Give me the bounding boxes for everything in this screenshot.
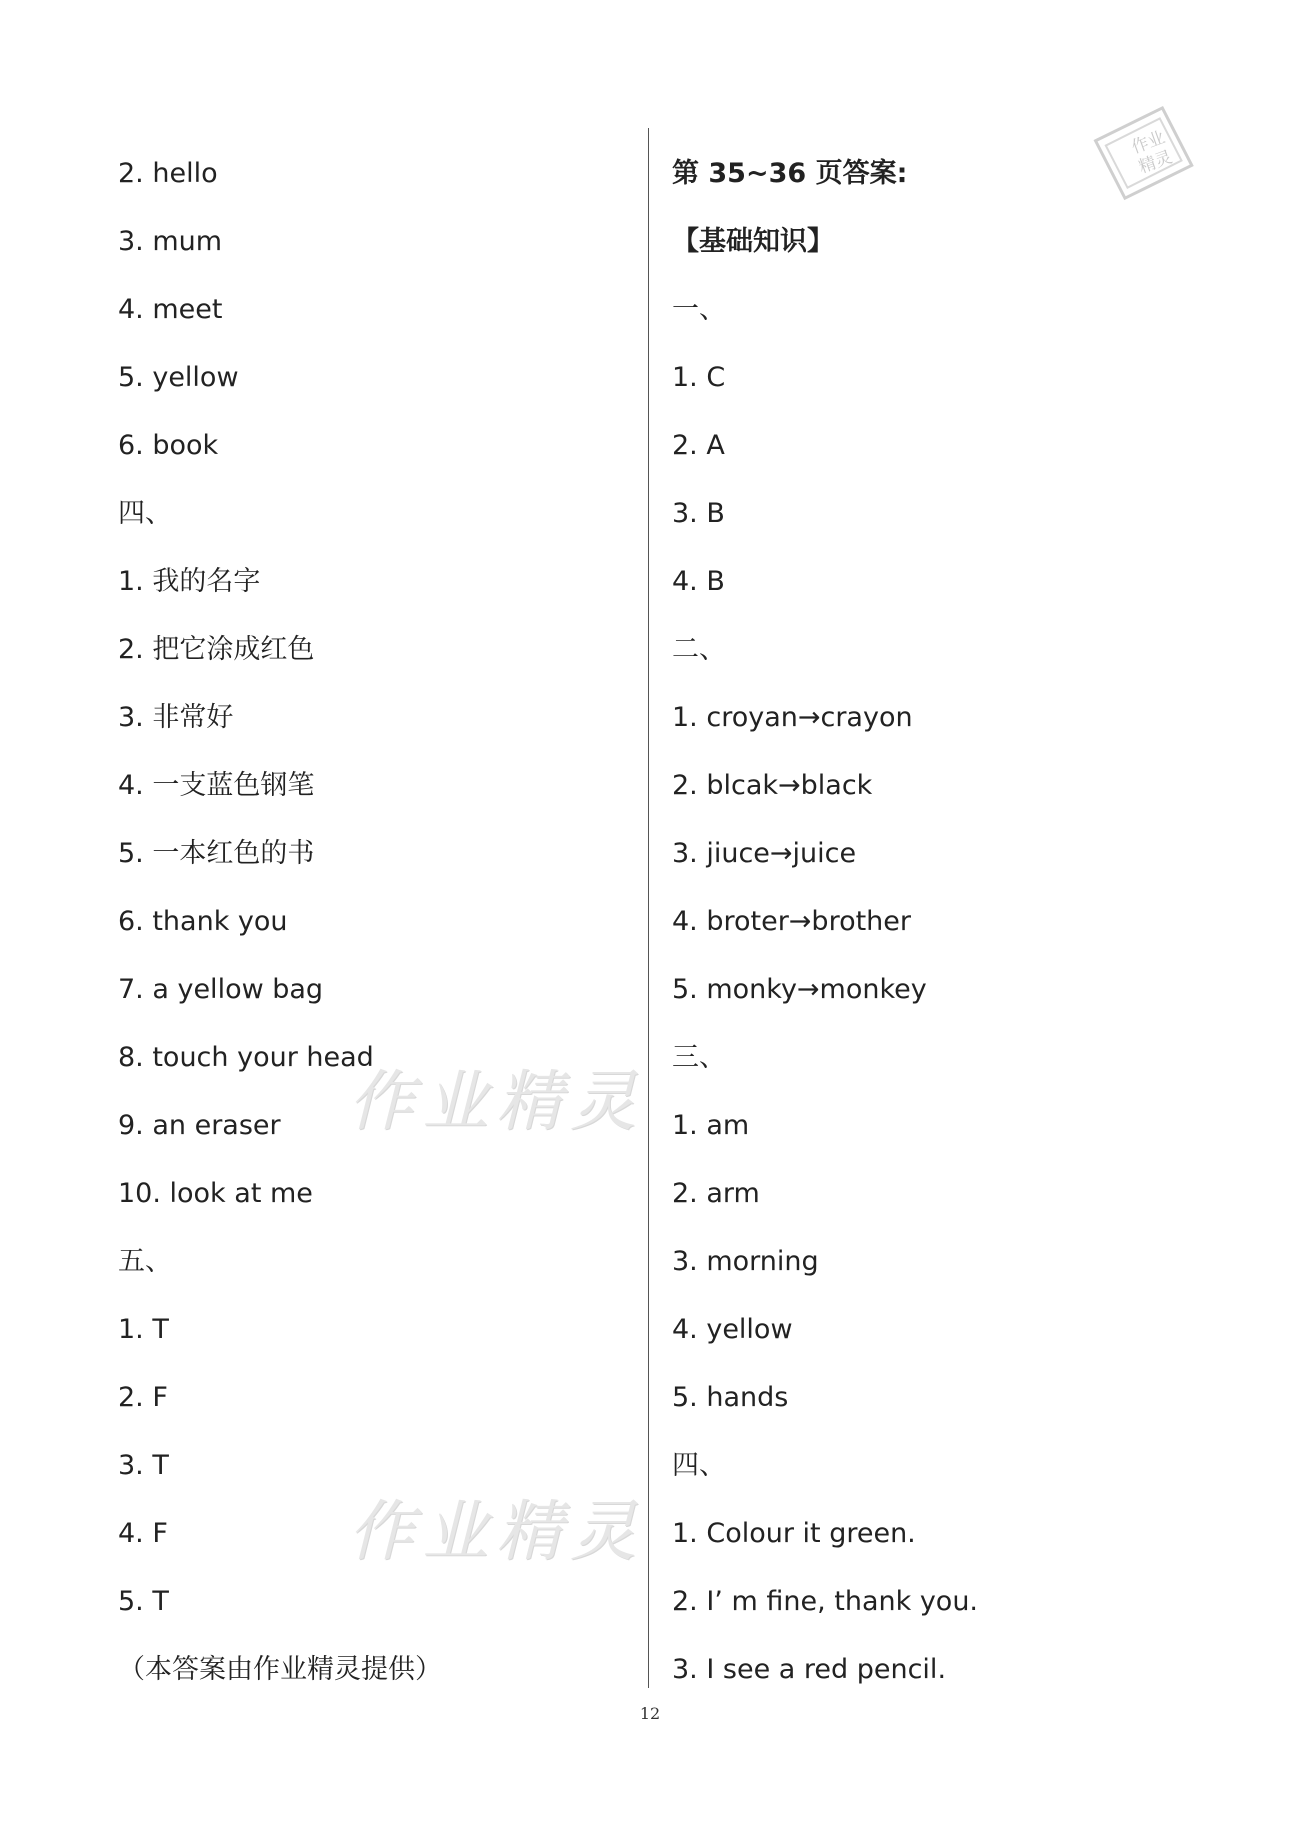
right-column [672, 140, 1192, 1704]
answer-line: 7. a yellow bag [118, 974, 324, 1005]
answer-line: 1. 我的名字 [118, 566, 261, 597]
answer-line: 5. T [118, 1586, 169, 1617]
answer-line: 5. 一本红色的书 [118, 838, 315, 869]
answer-line: 2. hello [118, 158, 218, 189]
answer-line: 3. jiuce→juice [672, 838, 857, 869]
answer-line: 6. book [118, 430, 219, 461]
stamp-text-1: 作业 [1129, 127, 1168, 159]
section-label: 五、 [118, 1246, 172, 1277]
answer-line: 3. T [118, 1450, 169, 1481]
answer-line: 4. broter→brother [672, 906, 912, 937]
answer-line: 3. mum [118, 226, 223, 257]
answer-line: 1. T [118, 1314, 169, 1345]
answer-line: 6. thank you [118, 906, 288, 937]
answer-line: 2. 把它涂成红色 [118, 634, 315, 665]
answer-line: 1. Colour it green. [672, 1518, 916, 1549]
section-label: 二、 [672, 634, 726, 665]
answer-line: 3. morning [672, 1246, 819, 1277]
section-label: 四、 [118, 498, 172, 529]
answer-line: 1. croyan→crayon [672, 702, 913, 733]
answer-line: 4. B [672, 566, 725, 597]
section-label: 三、 [672, 1042, 726, 1073]
answer-line: 10. look at me [118, 1178, 313, 1209]
answer-line: 3. 非常好 [118, 702, 234, 733]
answer-line: 2. A [672, 430, 725, 461]
watermark: 作业精灵 [348, 1493, 644, 1570]
answer-line: 2. I’ m fine, thank you. [672, 1586, 979, 1617]
section-label: 四、 [672, 1450, 726, 1481]
answer-line: 5. hands [672, 1382, 789, 1413]
answer-line: 2. F [118, 1382, 168, 1413]
answer-line: 4. meet [118, 294, 223, 325]
section-label: 一、 [672, 294, 726, 325]
answer-line: 1. am [672, 1110, 750, 1141]
answer-line: 8. touch your head [118, 1042, 374, 1073]
answer-line: 4. 一支蓝色钢笔 [118, 770, 315, 801]
page-heading: 第 35~36 页答案: [672, 158, 908, 189]
section-heading: 【基础知识】 [672, 226, 834, 257]
answer-line: 3. I see a red pencil. [672, 1654, 947, 1685]
answer-line: 4. F [118, 1518, 168, 1549]
watermark: 作业精灵 [348, 1063, 644, 1140]
answer-line: 3. B [672, 498, 725, 529]
answer-line: 9. an eraser [118, 1110, 281, 1141]
answer-line: 2. arm [672, 1178, 760, 1209]
stamp-logo [1085, 95, 1203, 213]
left-column [118, 140, 638, 1704]
stamp-text-2: 精灵 [1136, 147, 1176, 178]
page-number: 12 [639, 1704, 661, 1723]
answer-line: 2. blcak→black [672, 770, 873, 801]
answer-line: 5. yellow [118, 362, 239, 393]
answer-line: 4. yellow [672, 1314, 793, 1345]
answer-line: 1. C [672, 362, 726, 393]
column-divider [648, 128, 649, 1688]
source-note: （本答案由作业精灵提供） [118, 1654, 442, 1685]
answer-line: 5. monky→monkey [672, 974, 927, 1005]
